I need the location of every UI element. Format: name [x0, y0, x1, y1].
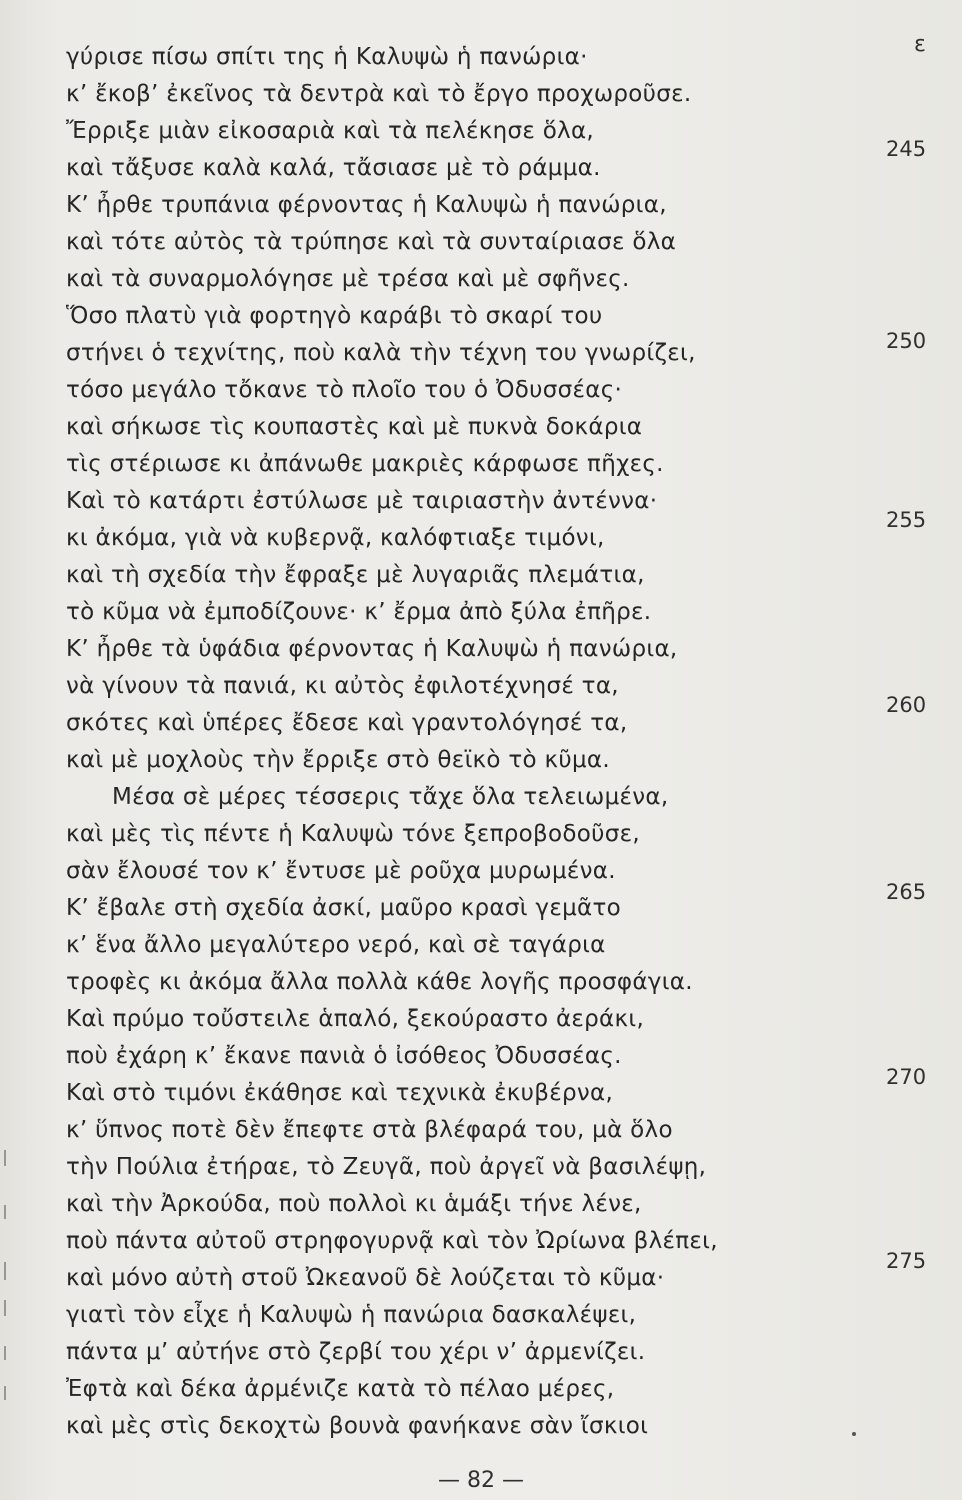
line-number: 250	[886, 329, 927, 353]
verse-line: κ’ ὕπνος ποτὲ δὲν ἔπεφτε στὰ βλέφαρά του, μὰ ὅλο	[66, 1117, 673, 1143]
verse-line: Ἐφτὰ καὶ δέκα ἀρμένιζε κατὰ τὸ πέλαο μέρες,	[66, 1376, 615, 1402]
verse-line: σὰν ἔλουσέ τον κ’ ἔντυσε μὲ ροῦχα μυρωμένα.	[66, 858, 616, 884]
verse-line: καὶ τὰ συναρμολόγησε μὲ τρέσα καὶ μὲ σφῆνες.	[66, 266, 630, 292]
verse-line: Καὶ πρύμο τοὔστειλε ἁπαλό, ξεκούραστο ἀεράκι,	[66, 1006, 645, 1032]
line-number: 265	[886, 880, 927, 904]
verse-line: Καὶ στὸ τιμόνι ἐκάθησε καὶ τεχνικὰ ἐκυβέρνα,	[66, 1080, 614, 1106]
line-number: 275	[886, 1249, 927, 1273]
verse-line: καὶ τότε αὐτὸς τὰ τρύπησε καὶ τὰ συνταίριασε ὅλα	[66, 229, 677, 255]
verse-line: τὶς στέριωσε κι ἀπάνωθε μακριὲς κάρφωσε πῆχες.	[66, 451, 664, 477]
verse-line: πάντα μ’ αὐτήνε στὸ ζερβί του χέρι ν’ ἀρμενίζει.	[66, 1339, 646, 1365]
verse-line: καὶ μόνο αὐτὴ στοῦ Ὠκεανοῦ δὲ λούζεται τὸ κῦμα·	[66, 1265, 665, 1291]
verse-line: Καὶ τὸ κατάρτι ἐστύλωσε μὲ ταιριαστὴν ἀντέννα·	[66, 488, 658, 514]
verse-line: σκότες καὶ ὑπέρες ἔδεσε καὶ γραντολόγησέ τα,	[66, 710, 628, 736]
verse-line: Ὅσο πλατὺ γιὰ φορτηγὸ καράβι τὸ σκαρί του	[66, 303, 603, 329]
verse-line: τόσο μεγάλο τὄκανε τὸ πλοῖο του ὁ Ὀδυσσέας·	[66, 377, 623, 403]
verse-line: νὰ γίνουν τὰ πανιά, κι αὐτὸς ἐφιλοτέχνησέ τα,	[66, 673, 619, 699]
margin-mark	[4, 1346, 6, 1360]
verse-line: καὶ μὲς στὶς δεκοχτὼ βουνὰ φανήκανε σὰν ἴσκιοι	[66, 1413, 649, 1439]
verse-line: γιατὶ τὸν εἶχε ἡ Καλυψὼ ἡ πανώρια δασκαλέψει,	[66, 1302, 637, 1328]
verse-line: Μέσα σὲ μέρες τέσσερις τἄχε ὅλα τελειωμένα,	[112, 784, 669, 810]
line-number: 270	[886, 1065, 927, 1089]
verse-line: Κ’ ἦρθε τρυπάνια φέρνοντας ἡ Καλυψὼ ἡ πανώρια,	[66, 192, 667, 218]
verse-line: ποὺ πάντα αὐτοῦ στρηφογυρνᾷ καὶ τὸν Ὠρίωνα βλέπει,	[66, 1228, 718, 1254]
verse-line: καὶ μὲ μοχλοὺς τὴν ἔρριξε στὸ θεϊκὸ τὸ κῦμα.	[66, 747, 610, 773]
verse-line: τροφὲς κι ἀκόμα ἄλλα πολλὰ κάθε λογῆς προσφάγια.	[66, 969, 693, 995]
verse-line: τὸ κῦμα νὰ ἐμποδίζουνε· κ’ ἔρμα ἀπὸ ξύλα ἐπῆρε.	[66, 599, 652, 625]
verse-line: ποὺ ἐχάρη κ’ ἔκανε πανιὰ ὁ ἰσόθεος Ὀδυσσέας.	[66, 1043, 622, 1069]
verse-line: τὴν Πούλια ἐτήραε, τὸ Ζευγᾶ, ποὺ ἀργεῖ νὰ βασιλέψῃ,	[66, 1154, 707, 1180]
margin-mark	[4, 1300, 6, 1316]
verse-line: καὶ τὴν Ἀρκούδα, ποὺ πολλοὶ κι ἁμάξι τήνε λένε,	[66, 1191, 642, 1217]
margin-mark	[4, 1150, 6, 1166]
verse-line: καὶ σήκωσε τὶς κουπαστὲς καὶ μὲ πυκνὰ δοκάρια	[66, 414, 643, 440]
verse-line: Κ’ ἔβαλε στὴ σχεδία ἀσκί, μαῦρο κρασὶ γεμᾶτο	[66, 895, 621, 921]
margin-mark	[4, 1262, 6, 1280]
verse-line: κ’ ἕνα ἄλλο μεγαλύτερο νερό, καὶ σὲ ταγάρια	[66, 932, 606, 958]
verse-line: γύρισε πίσω σπίτι της ἡ Καλυψὼ ἡ πανώρια·	[66, 44, 588, 70]
verse-line: καὶ τἄξυσε καλὰ καλά, τἄσιασε μὲ τὸ ράμμα.	[66, 155, 601, 181]
line-number: 260	[886, 693, 927, 717]
verse-line: καὶ μὲς τὶς πέντε ἡ Καλυψὼ τόνε ξεπροβοδοῦσε,	[66, 821, 640, 847]
margin-mark	[4, 1205, 6, 1219]
line-number: 255	[886, 508, 927, 532]
verse-line: καὶ τὴ σχεδία τὴν ἔφραξε μὲ λυγαριᾶς πλεμάτια,	[66, 562, 645, 588]
verse-line: Ἔρριξε μιὰν εἰκοσαριὰ καὶ τὰ πελέκησε ὅλα,	[66, 118, 595, 144]
margin-mark	[4, 1386, 6, 1400]
ink-dot	[852, 1432, 856, 1436]
verse-line: Κ’ ἦρθε τὰ ὑφάδια φέρνοντας ἡ Καλυψὼ ἡ πανώρια,	[66, 636, 678, 662]
line-number: 245	[886, 137, 927, 161]
page-number: — 82 —	[438, 1468, 524, 1493]
verse-line: στήνει ὁ τεχνίτης, ποὺ καλὰ τὴν τέχνη του γνωρίζει,	[66, 340, 696, 366]
corner-mark: ε	[914, 32, 926, 57]
verse-line: κ’ ἔκοβ’ ἐκεῖνος τὰ δεντρὰ καὶ τὸ ἔργο προχωροῦσε.	[66, 81, 692, 107]
verse-line: κι ἀκόμα, γιὰ νὰ κυβερνᾷ, καλόφτιαξε τιμόνι,	[66, 525, 605, 551]
